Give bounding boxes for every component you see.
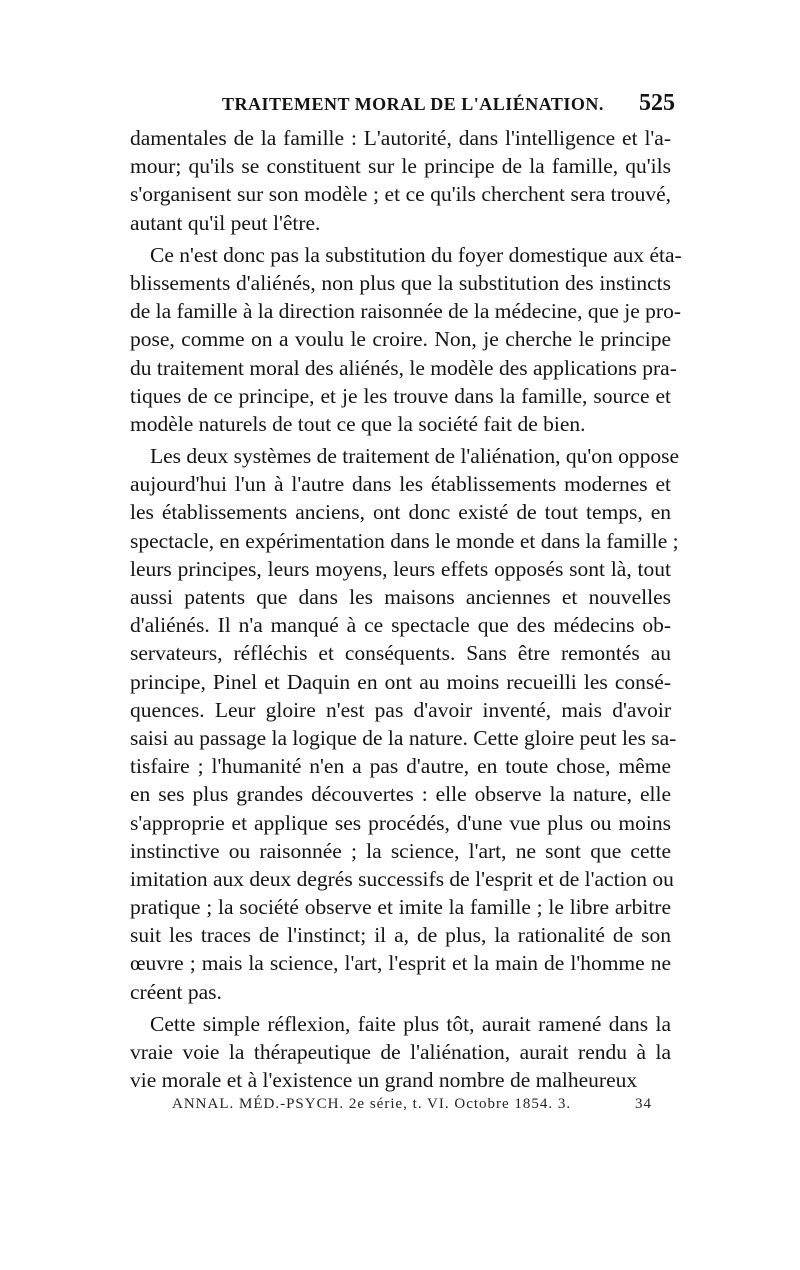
text-line: les établissements anciens, ont donc existé de tout temps, en <box>130 500 671 525</box>
text-line: leurs principes, leurs moyens, leurs effets opposés sont là, tout <box>130 556 671 581</box>
text-line: œuvre ; mais la science, l'art, l'esprit et la main de l'homme ne <box>130 951 671 976</box>
text-line: d'aliénés. Il n'a manqué à ce spectacle que des médecins ob- <box>130 613 671 638</box>
text-line: instinctive ou raisonnée ; la science, l'art, ne sont que cette <box>130 838 671 863</box>
text-line: spectacle, en expérimentation dans le monde et dans la famille ; <box>130 528 679 553</box>
text-line: mour; qu'ils se constituent sur le principe de la famille, qu'ils <box>130 154 671 179</box>
paragraph <box>130 241 682 438</box>
text-line: vraie voie la thérapeutique de l'aliénation, aurait rendu à la <box>130 1040 671 1064</box>
body-text <box>130 124 682 1094</box>
paragraph <box>130 1010 671 1095</box>
text-line: imitation aux deux degrés successifs de l'esprit et de l'action ou <box>130 866 674 891</box>
text-line: de la famille à la direction raisonnée de la médecine, que je pro- <box>130 299 681 324</box>
text-line: aussi patents que dans les maisons anciennes et nouvelles <box>130 585 671 609</box>
text-line: s'approprie et applique ses procédés, d'une vue plus ou moins <box>130 810 671 835</box>
text-line: pratique ; la société observe et imite la famille ; le libre arbitre <box>130 895 671 920</box>
text-line: aujourd'hui l'un à l'autre dans les établissements modernes et <box>130 472 671 497</box>
text-line: vie morale et à l'existence un grand nombre de malheureux <box>130 1068 638 1093</box>
text-line: tisfaire ; l'humanité n'en a pas d'autre, en toute chose, même <box>130 754 671 779</box>
text-line: servateurs, réfléchis et conséquents. Sans être remontés au <box>130 641 671 666</box>
running-head <box>130 92 675 122</box>
printer-signature: ANNAL. MÉD.-PSYCH. 2e série, t. VI. Octobre 1854. 3. <box>172 1096 572 1112</box>
text-line: s'organisent sur son modèle ; et ce qu'ils cherchent sera trouvé, <box>130 182 671 207</box>
text-line: damentales de la famille : L'autorité, dans l'intelligence et l'a- <box>130 126 671 150</box>
page-number: 525 <box>639 90 675 116</box>
running-title: TRAITEMENT MORAL DE L'ALIÉNATION. <box>222 94 604 114</box>
text-line: pose, comme on a voulu le croire. Non, je cherche le principe <box>130 327 671 352</box>
paragraph <box>130 442 679 1006</box>
text-line: suit les traces de l'instinct; il a, de plus, la rationalité de son <box>130 923 671 948</box>
text-line: principe, Pinel et Daquin en ont au moins recueilli les consé- <box>130 669 671 694</box>
text-line: en ses plus grandes découvertes : elle observe la nature, elle <box>130 782 671 807</box>
text-line: du traitement moral des aliénés, le modèle des applications pra- <box>130 355 677 380</box>
text-line: tiques de ce principe, et je les trouve dans la famille, source et <box>130 383 671 408</box>
text-line: créent pas. <box>130 979 222 1004</box>
text-line: quences. Leur gloire n'est pas d'avoir inventé, mais d'avoir <box>130 697 671 722</box>
text-line: Ce n'est donc pas la substitution du foyer domestique aux éta- <box>150 242 682 267</box>
text-line: Les deux systèmes de traitement de l'aliénation, qu'on oppose <box>150 444 679 469</box>
text-line: modèle naturels de tout ce que la société fait de bien. <box>130 411 586 436</box>
text-line: autant qu'il peut l'être. <box>130 210 321 235</box>
paragraph <box>130 124 671 237</box>
text-line: saisi au passage la logique de la nature. Cette gloire peut les sa- <box>130 725 677 750</box>
text-line: blissements d'aliénés, non plus que la substitution des instincts <box>130 270 671 295</box>
text-line: Cette simple réflexion, faite plus tôt, aurait ramené dans la <box>150 1011 671 1036</box>
page-footer <box>172 1096 652 1120</box>
sheet-number: 34 <box>635 1096 652 1112</box>
